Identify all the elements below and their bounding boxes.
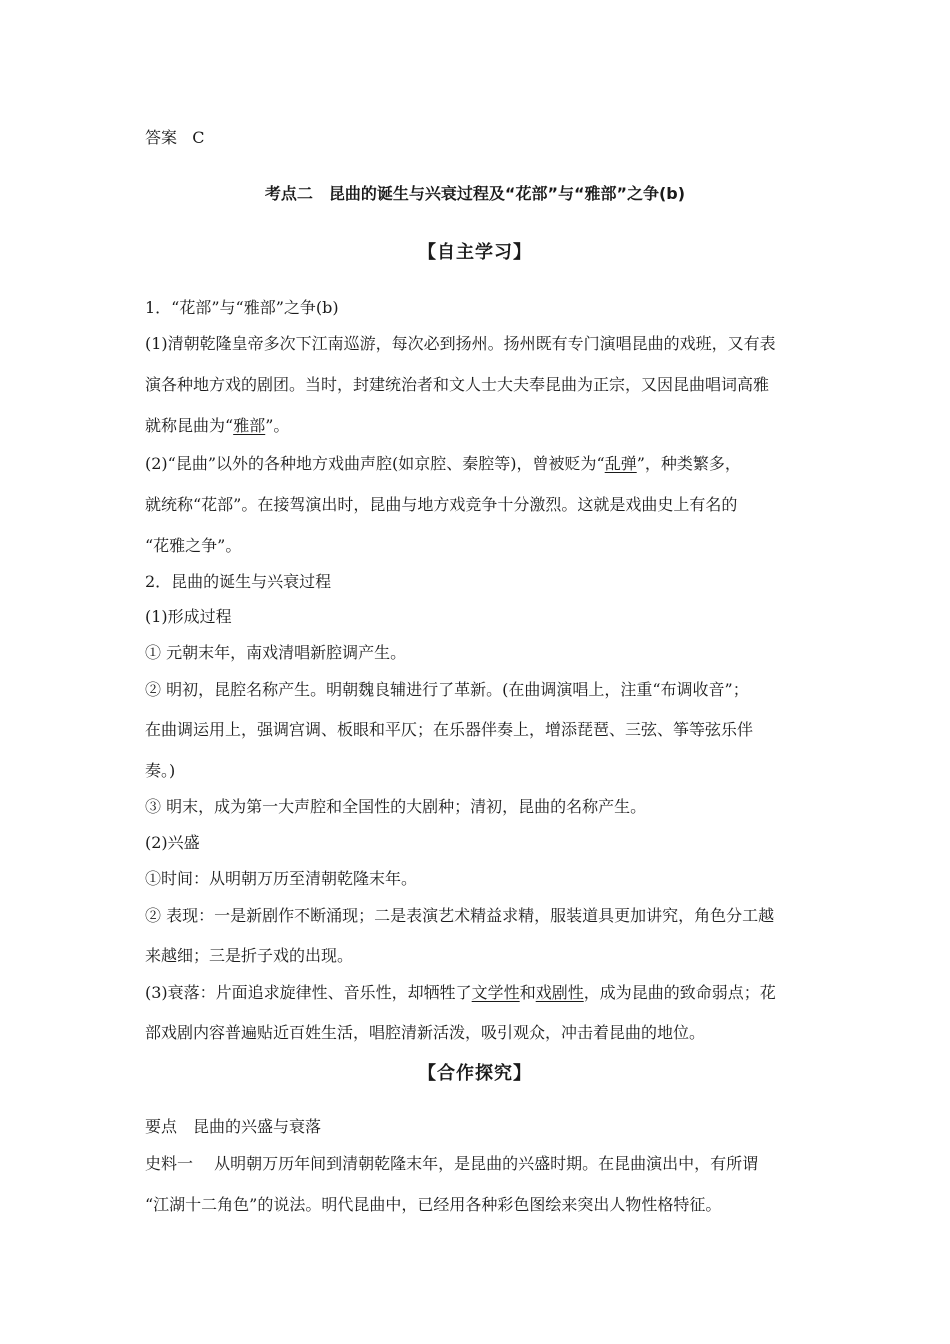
topic-title: 考点二 昆曲的诞生与兴衰过程及“花部”与“雅部”之争(b) xyxy=(264,184,686,203)
part1-p2-line3: “花雅之争”。 xyxy=(145,536,242,555)
part1-title: 1．“花部”与“雅部”之争(b) xyxy=(145,298,339,317)
formation-item-2-line1: ② 明初，昆腔名称产生。明朝魏良辅进行了革新。(在曲调演唱上，注重“布调收音”； xyxy=(145,680,749,699)
formation-label: (1)形成过程 xyxy=(145,607,232,626)
section-self-study: 【自主学习】 xyxy=(418,242,532,263)
flourish-item-2-line2: 来越细；三是折子戏的出现。 xyxy=(145,946,354,965)
formation-item-2-line2: 在曲调运用上，强调宫调、板眼和平仄；在乐器伴奏上，增添琵琶、三弦、筝等弦乐伴 xyxy=(145,720,754,739)
key-point-title: 要点 昆曲的兴盛与衰落 xyxy=(145,1117,322,1136)
part1-p1-line3: 就称昆曲为“雅部”。 xyxy=(145,416,290,435)
flourish-label: (2)兴盛 xyxy=(145,833,200,852)
formation-item-3: ③ 明末，成为第一大声腔和全国性的大剧种；清初，昆曲的名称产生。 xyxy=(145,797,647,816)
part1-p2-line2: 就统称“花部”。在接驾演出时，昆曲与地方戏竞争十分激烈。这就是戏曲史上有名的 xyxy=(145,495,738,514)
decline-line1: (3)衰落：片面追求旋律性、音乐性，却牺牲了文学性和戏剧性，成为昆曲的致命弱点；花 xyxy=(145,983,776,1002)
answer-label: 答案 xyxy=(145,128,178,147)
flourish-item-1: ①时间：从明朝万历至清朝乾隆末年。 xyxy=(145,869,418,888)
keyword-yabu: 雅部 xyxy=(233,416,266,435)
source1-line1: 史料一 从明朝万历年间到清朝乾隆末年，是昆曲的兴盛时期。在昆曲演出中，有所谓 xyxy=(145,1154,759,1173)
section-cooperation: 【合作探究】 xyxy=(418,1063,532,1084)
part1-p1-line1: (1)清朝乾隆皇帝多次下江南巡游，每次必到扬州。扬州既有专门演唱昆曲的戏班，又有表 xyxy=(145,334,776,353)
decline-line2: 部戏剧内容普遍贴近百姓生活，唱腔清新活泼，吸引观众，冲击着昆曲的地位。 xyxy=(145,1023,706,1042)
part1-p1-line2: 演各种地方戏的剧团。当时，封建统治者和文人士大夫奉昆曲为正宗，又因昆曲唱词高雅 xyxy=(145,375,770,394)
answer-value: C xyxy=(192,128,205,147)
part1-p2-line1: (2)“昆曲”以外的各种地方戏曲声腔(如京腔、秦腔等)，曾被贬为“乱弹”，种类繁多， xyxy=(145,454,741,473)
answer-line xyxy=(145,128,815,148)
keyword-xijuxing: 戏剧性 xyxy=(535,983,584,1002)
part2-title: 2．昆曲的诞生与兴衰过程 xyxy=(145,572,332,591)
formation-item-1: ① 元朝末年，南戏清唱新腔调产生。 xyxy=(145,643,407,662)
formation-item-2-line3: 奏。) xyxy=(145,761,176,780)
keyword-wenxuexing: 文学性 xyxy=(471,983,520,1002)
keyword-luantan: 乱弹 xyxy=(604,454,637,473)
source1-line2: “江湖十二角色”的说法。明代昆曲中，已经用各种彩色图绘来突出人物性格特征。 xyxy=(145,1195,722,1214)
flourish-item-2-line1: ② 表现：一是新剧作不断涌现；二是表演艺术精益求精，服装道具更加讲究，角色分工越 xyxy=(145,906,775,925)
